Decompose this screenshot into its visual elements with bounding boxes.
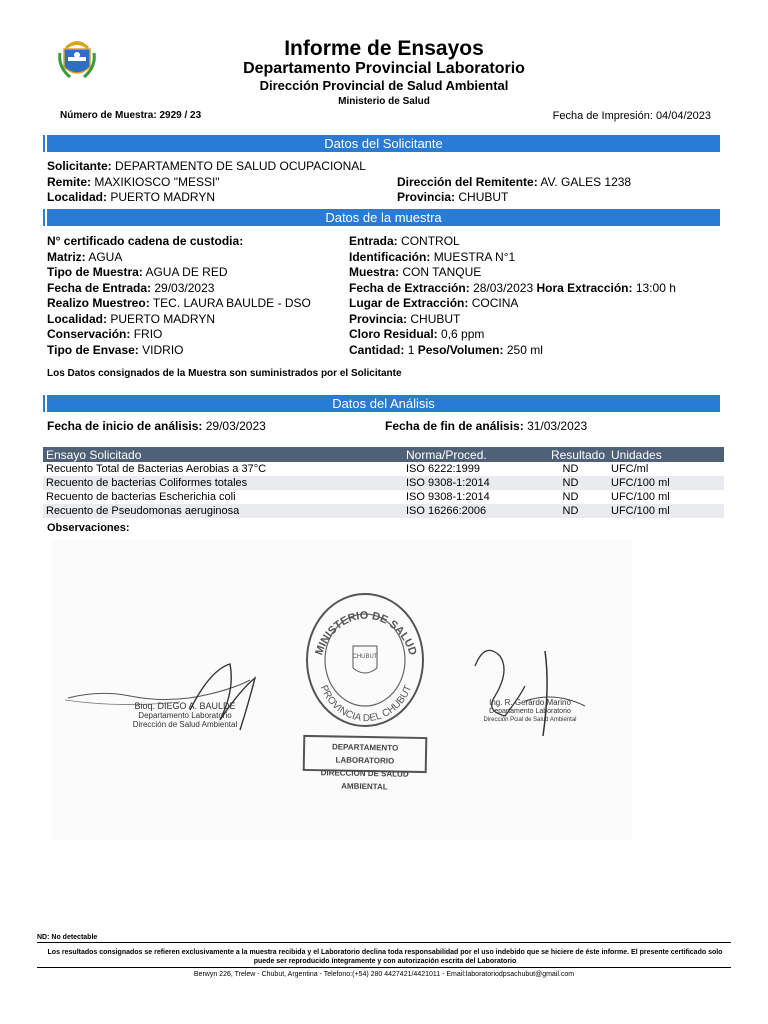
field-label: Entrada: <box>349 234 398 248</box>
table-header-row <box>43 447 724 462</box>
table-cell: ISO 16266:2006 <box>403 504 533 518</box>
field-value: CON TANQUE <box>402 265 482 279</box>
field-value: CONTROL <box>401 234 460 248</box>
direccion-row <box>397 175 631 189</box>
stamp-line: DIRECCION DE SALUD AMBIENTAL <box>320 768 409 792</box>
solicitante-row <box>47 159 366 173</box>
section-header-muestra: Datos de la muestra <box>47 209 720 226</box>
field-label: Fecha de Entrada: <box>47 280 152 295</box>
signer-direction: Dirección Pcial de Salud Ambiental <box>483 717 577 723</box>
field-value: 1 <box>407 342 415 357</box>
analysis-end-row <box>385 419 587 433</box>
muestra-field <box>349 250 676 266</box>
field-label: Provincia: <box>397 190 456 204</box>
muestra-field <box>47 327 311 343</box>
table-row <box>43 462 724 476</box>
section-header-analisis: Datos del Análisis <box>47 395 720 412</box>
muestra-field <box>47 281 311 297</box>
field-label: Tipo de Muestra: <box>47 265 143 279</box>
signer-department: Departamento Laboratorio <box>138 711 232 720</box>
ministry-round-stamp <box>303 588 428 730</box>
field-label: Cantidad: <box>349 342 405 357</box>
print-date: Fecha de Impresión: 04/04/2023 <box>552 110 711 122</box>
lab-contact-address: Berwyn 226, Trelew - Chubut, Argentina - Telefono:(+54) 280 4427421/4421011 - Email:laboratoriodpsachubut@gmail.com <box>193 971 575 978</box>
field-value: 31/03/2023 <box>527 419 588 433</box>
field-label: Identificación: <box>349 249 431 264</box>
table-cell: ISO 9308-1:2014 <box>403 476 533 490</box>
field-value: VIDRIO <box>142 342 184 357</box>
table-cell: ISO 9308-1:2014 <box>406 491 490 503</box>
results-table <box>43 447 724 518</box>
stamp-center-text: CHUBUT <box>352 654 378 660</box>
column-header: Unidades <box>608 447 724 462</box>
field-value: TEC. LAURA BAULDE - DSO <box>152 296 311 310</box>
table-cell: ND <box>533 504 608 518</box>
field-value: AGUA DE RED <box>145 265 228 279</box>
field-value: AV. GALES 1238 <box>540 175 632 189</box>
field-value: CHUBUT <box>410 311 461 326</box>
handwritten-signature-right <box>455 636 605 746</box>
field-value: 29/03/2023 <box>205 419 266 433</box>
field-label: Remite: <box>47 175 92 189</box>
remite-row <box>47 175 220 189</box>
muestra-field <box>349 296 676 312</box>
table-cell: UFC/100 ml <box>608 504 724 518</box>
table-row <box>43 504 724 518</box>
table-cell: Recuento de bacterias Escherichia coli <box>46 491 236 503</box>
field-label: Solicitante: <box>47 159 112 173</box>
analysis-start-row <box>47 419 266 433</box>
svg-text:MINISTERIO DE SALUD <box>313 610 418 657</box>
left-signature-caption <box>100 702 270 729</box>
stamp-top-text: MINISTERIO DE SALUD <box>313 609 419 657</box>
muestra-right-column <box>349 234 676 358</box>
sample-number: Número de Muestra: 2929 / 23 <box>60 110 202 121</box>
nd-legend: ND: No detectable <box>37 934 98 941</box>
field-value: MAXIKIOSCO "MESSI" <box>94 175 220 189</box>
sample-data-note: Los Datos consignados de la Muestra son suministrados por el Solicitante <box>47 368 402 379</box>
field-label: Fecha de Extracción: <box>349 280 470 295</box>
table-cell: ND <box>562 491 579 503</box>
stamp-line: DEPARTAMENTO LABORATORIO <box>331 742 399 766</box>
field-value: 13:00 h <box>635 280 676 295</box>
table-cell: ISO 6222:1999 <box>406 463 481 475</box>
localidad-row <box>47 190 215 204</box>
field-label: Fecha de inicio de análisis: <box>47 419 203 433</box>
field-label: Cloro Residual: <box>349 327 438 341</box>
direction-name: Dirección Provincial de Salud Ambiental <box>259 78 509 93</box>
muestra-field <box>349 265 676 281</box>
footer-divider-top <box>37 942 731 943</box>
right-signature-caption <box>470 698 590 725</box>
table-cell: UFC/100 ml <box>611 491 670 503</box>
provincia-row <box>397 190 508 204</box>
field-value: 250 ml <box>506 342 543 357</box>
muestra-field <box>47 234 311 250</box>
muestra-field <box>47 250 311 266</box>
legal-disclaimer: Los resultados consignados se refieren exclusivamente a la muestra recibida y el Laboratorio declina toda responsabilidad por el uso indebido que se hiciere de éste informe. El presente certificado solo puede ser reproducido íntegramente y con autorización escrita del Laboratorio <box>47 949 723 965</box>
signer-direction: Dirección de Salud Ambiental <box>132 720 238 729</box>
muestra-field <box>349 312 676 328</box>
observations-label: Observaciones: <box>47 522 130 534</box>
stamp-bottom-text: PROVINCIA DEL CHUBUT <box>317 683 415 725</box>
field-label: Tipo de Envase: <box>47 342 139 357</box>
signer-name: Ing. R. Gerardo Marino <box>489 698 571 707</box>
department-name: Departamento Provincial Laboratorio <box>243 60 525 77</box>
muestra-field <box>47 296 311 312</box>
field-label: Conservación: <box>47 327 131 341</box>
field-value: 0,6 ppm <box>441 327 485 341</box>
signer-name: Bioq. DIEGO A. BAULDE <box>134 701 236 711</box>
section-header-solicitante: Datos del Solicitante <box>47 135 720 152</box>
field-label: Provincia: <box>349 311 408 326</box>
muestra-field <box>47 265 311 281</box>
table-cell: UFC/ml <box>611 463 649 475</box>
department-rect-stamp <box>303 735 428 792</box>
svg-text:PROVINCIA DEL CHUBUT <box>318 684 414 724</box>
field-label: N° certificado cadena de custodia: <box>47 234 244 248</box>
muestra-field <box>349 343 676 359</box>
ministry-name: Ministerio de Salud <box>338 96 430 107</box>
table-cell: UFC/100 ml <box>608 476 724 490</box>
field-label: Muestra: <box>349 265 400 279</box>
table-cell: Recuento Total de Bacterias Aerobias a 37°C <box>46 463 267 475</box>
field-value: DEPARTAMENTO DE SALUD OCUPACIONAL <box>115 159 366 173</box>
field-value: COCINA <box>471 296 519 310</box>
field-label: Fecha de fin de análisis: <box>385 419 524 433</box>
field-label: Localidad: <box>47 311 108 326</box>
table-row <box>43 490 724 504</box>
table-row <box>43 476 724 490</box>
report-title: Informe de Ensayos <box>284 37 484 60</box>
muestra-field <box>47 343 311 359</box>
right-signature <box>455 636 605 746</box>
column-header: Norma/Proced. <box>403 447 533 462</box>
muestra-field <box>349 281 676 297</box>
signer-department: Departamento Laboratorio <box>489 708 571 715</box>
muestra-field <box>349 327 676 343</box>
field-label: Peso/Volumen: <box>417 342 504 357</box>
field-label: Realizo Muestreo: <box>47 296 150 310</box>
field-value: AGUA <box>88 249 123 264</box>
field-label: Matriz: <box>47 249 86 264</box>
table-cell: ND <box>533 476 608 490</box>
field-value: CHUBUT <box>458 190 509 204</box>
field-label: Hora Extracción: <box>536 280 633 295</box>
field-label: Lugar de Extracción: <box>349 296 469 310</box>
table-cell: Recuento de Pseudomonas aeruginosa <box>43 504 403 518</box>
field-label: Localidad: <box>47 190 108 204</box>
field-value: MUESTRA N°1 <box>433 249 516 264</box>
muestra-field <box>47 312 311 328</box>
field-value: 28/03/2023 <box>473 280 534 295</box>
column-header: Resultado <box>533 447 608 462</box>
footer-divider-bottom <box>37 967 731 968</box>
table-cell: ND <box>562 463 579 475</box>
muestra-left-column <box>47 234 311 358</box>
field-value: PUERTO MADRYN <box>110 190 216 204</box>
table-cell: Recuento de bacterias Coliformes totales <box>43 476 403 490</box>
muestra-field <box>349 234 676 250</box>
field-value: 29/03/2023 <box>154 280 215 295</box>
column-header: Ensayo Solicitado <box>43 447 403 462</box>
field-label: Dirección del Remitente: <box>397 175 538 189</box>
field-value: PUERTO MADRYN <box>110 311 216 326</box>
field-value: FRIO <box>133 327 163 341</box>
